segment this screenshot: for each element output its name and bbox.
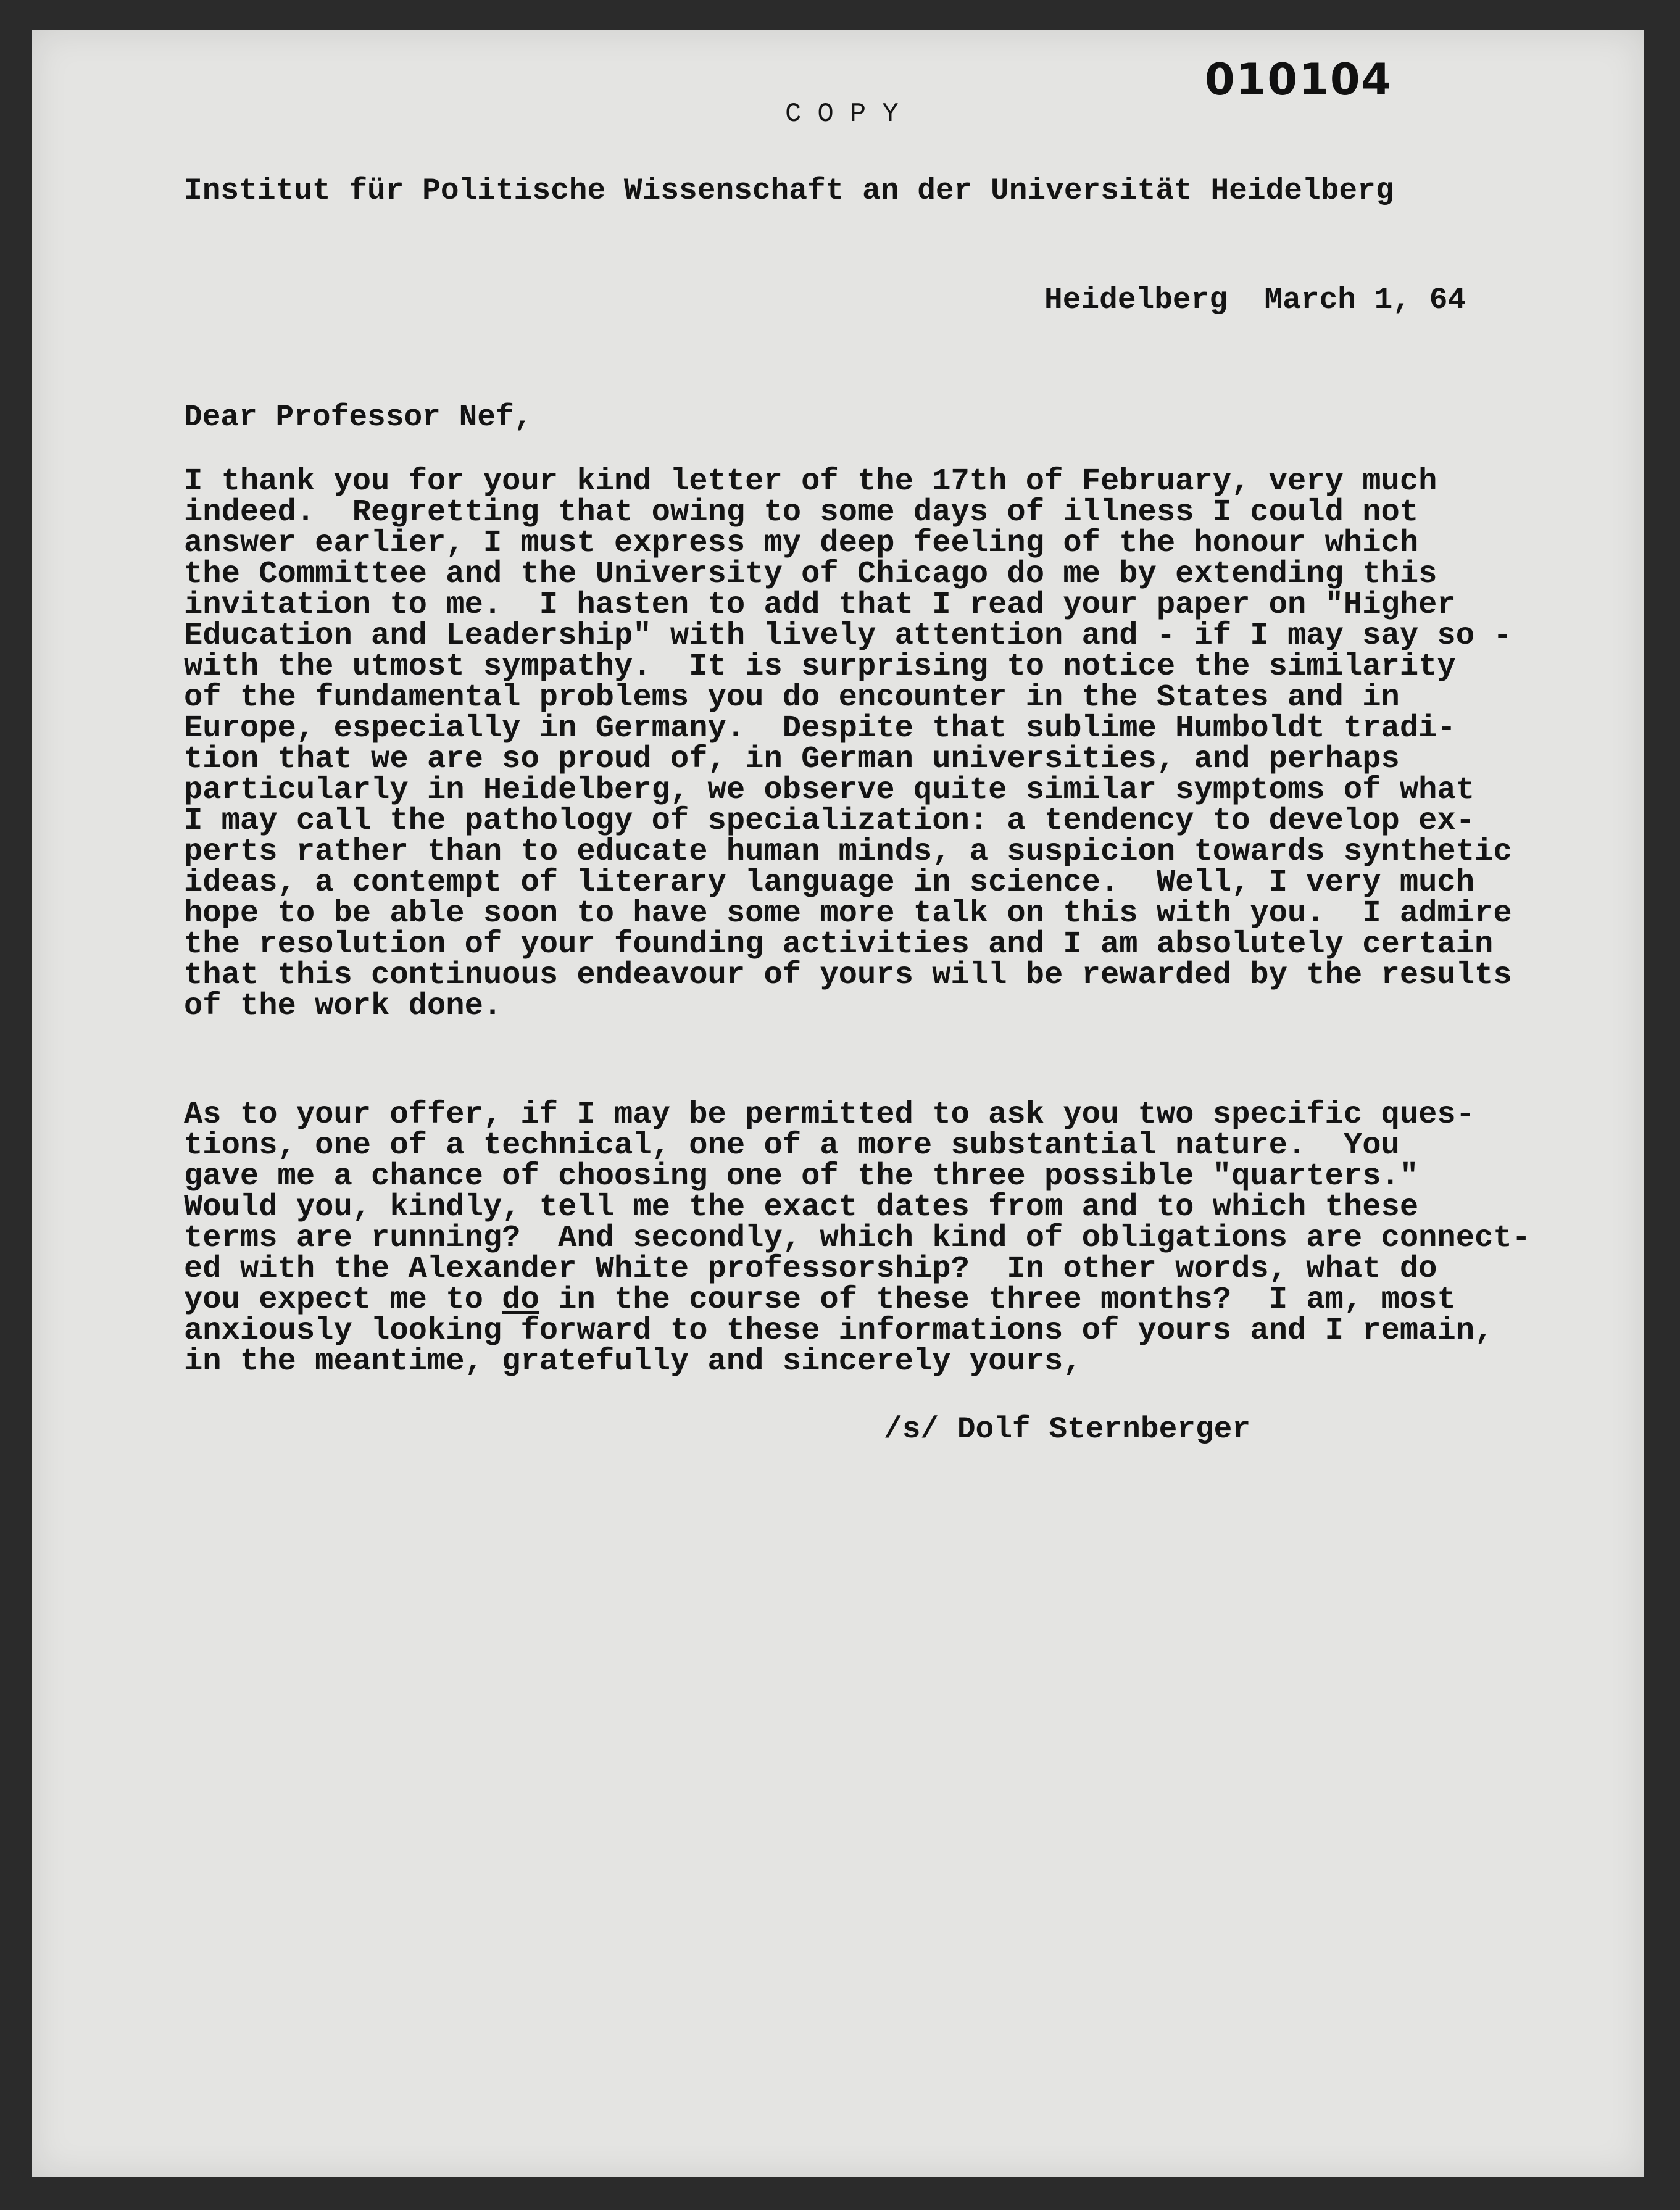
body-paragraph-1 — [184, 464, 1512, 1024]
text-line: Education and Leadership" with lively attention and - if I may say so - — [184, 618, 1512, 654]
text-line: hope to be able soon to have some more talk on this with you. I admire — [184, 896, 1512, 931]
text-line: particularly in Heidelberg, we observe quite similar symptoms of what — [184, 773, 1475, 808]
text-line: I may call the pathology of specialization: a tendency to develop ex- — [184, 804, 1475, 839]
text-line: of the fundamental problems you do encounter in the States and in — [184, 680, 1400, 715]
text-line: that this continuous endeavour of yours will be rewarded by the results — [184, 958, 1512, 993]
document-number: 010104 — [1205, 54, 1393, 105]
text-line: the Committee and the University of Chicago do me by extending this — [184, 557, 1437, 592]
text-segment: you expect me to — [184, 1282, 502, 1318]
body-paragraph-2 — [184, 1097, 1531, 1379]
text-line: As to your offer, if I may be permitted to ask you two specific ques- — [184, 1097, 1475, 1132]
text-line — [184, 1282, 1531, 1318]
text-line: of the work done. — [184, 989, 502, 1024]
text-line: Europe, especially in Germany. Despite that sublime Humboldt tradi- — [184, 711, 1456, 746]
text-line: gave me a chance of choosing one of the three possible "quarters." — [184, 1159, 1419, 1194]
text-line: in the meantime, gratefully and sincerely yours, — [184, 1344, 1082, 1379]
text-line: ideas, a contempt of literary language in science. Well, I very much — [184, 865, 1475, 900]
text-line: answer earlier, I must express my deep feeling of the honour which — [184, 526, 1419, 561]
text-line: Would you, kindly, tell me the exact dates from and to which these — [184, 1190, 1419, 1225]
signature: /s/ Dolf Sternberger — [884, 1412, 1251, 1447]
salutation: Dear Professor Nef, — [184, 400, 533, 434]
text-line: with the utmost sympathy. It is surprising to notice the similarity — [184, 649, 1456, 684]
text-line: I thank you for your kind letter of the 17th of February, very much — [184, 464, 1437, 499]
copy-mark: COPY — [785, 99, 915, 130]
text-line: terms are running? And secondly, which kind of obligations are connect- — [184, 1221, 1531, 1256]
text-line: tion that we are so proud of, in German universities, and perhaps — [184, 742, 1400, 777]
text-line: the resolution of your founding activities and I am absolutely certain — [184, 927, 1494, 962]
text-line: anxiously looking forward to these informations of yours and I remain, — [184, 1313, 1494, 1348]
text-line: ed with the Alexander White professorship? In other words, what do — [184, 1252, 1437, 1287]
underlined-word: do — [502, 1282, 539, 1318]
letter-page — [32, 30, 1644, 2177]
text-line: invitation to me. I hasten to add that I read your paper on "Higher — [184, 588, 1456, 623]
text-line: indeed. Regretting that owing to some days of illness I could not — [184, 495, 1419, 530]
dateline: Heidelberg March 1, 64 — [1044, 283, 1466, 317]
text-line: perts rather than to educate human minds, a suspicion towards synthetic — [184, 834, 1512, 870]
text-line: tions, one of a technical, one of a more substantial nature. You — [184, 1128, 1400, 1163]
text-segment: in the course of these three months? I am, most — [539, 1282, 1456, 1318]
letterhead: Institut für Politische Wissenschaft an der Universität Heidelberg — [184, 173, 1394, 208]
